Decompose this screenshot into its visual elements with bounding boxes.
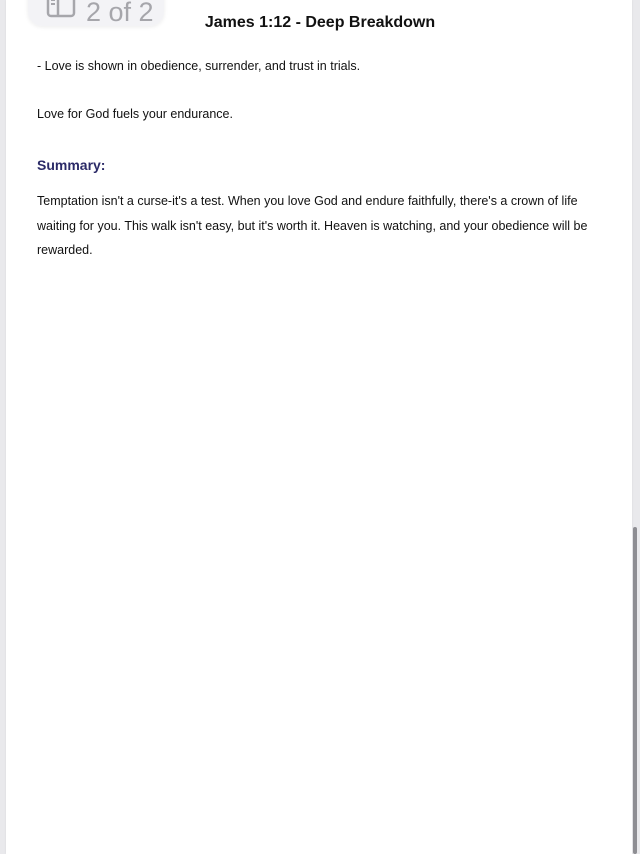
document-page[interactable] <box>6 0 632 854</box>
summary-heading: Summary: <box>37 157 106 173</box>
page-indicator <box>28 0 164 26</box>
document-pages-icon <box>46 0 76 18</box>
page-indicator-label: 2 of 2 <box>86 0 154 27</box>
bullet-line: - Love is shown in obedience, surrender, and trust in trials. <box>37 59 361 73</box>
summary-paragraph: Temptation isn't a curse-it's a test. When you love God and endure faithfully, there's a crown of life waiting for you. This walk isn't easy, but it's worth it. Heaven is watching, and your obedience will be rewarded. <box>37 194 588 257</box>
document-title: James 1:12 - Deep Breakdown <box>204 14 436 31</box>
statement-line: Love for God fuels your endurance. <box>37 107 233 121</box>
vertical-scrollbar[interactable] <box>633 527 637 854</box>
